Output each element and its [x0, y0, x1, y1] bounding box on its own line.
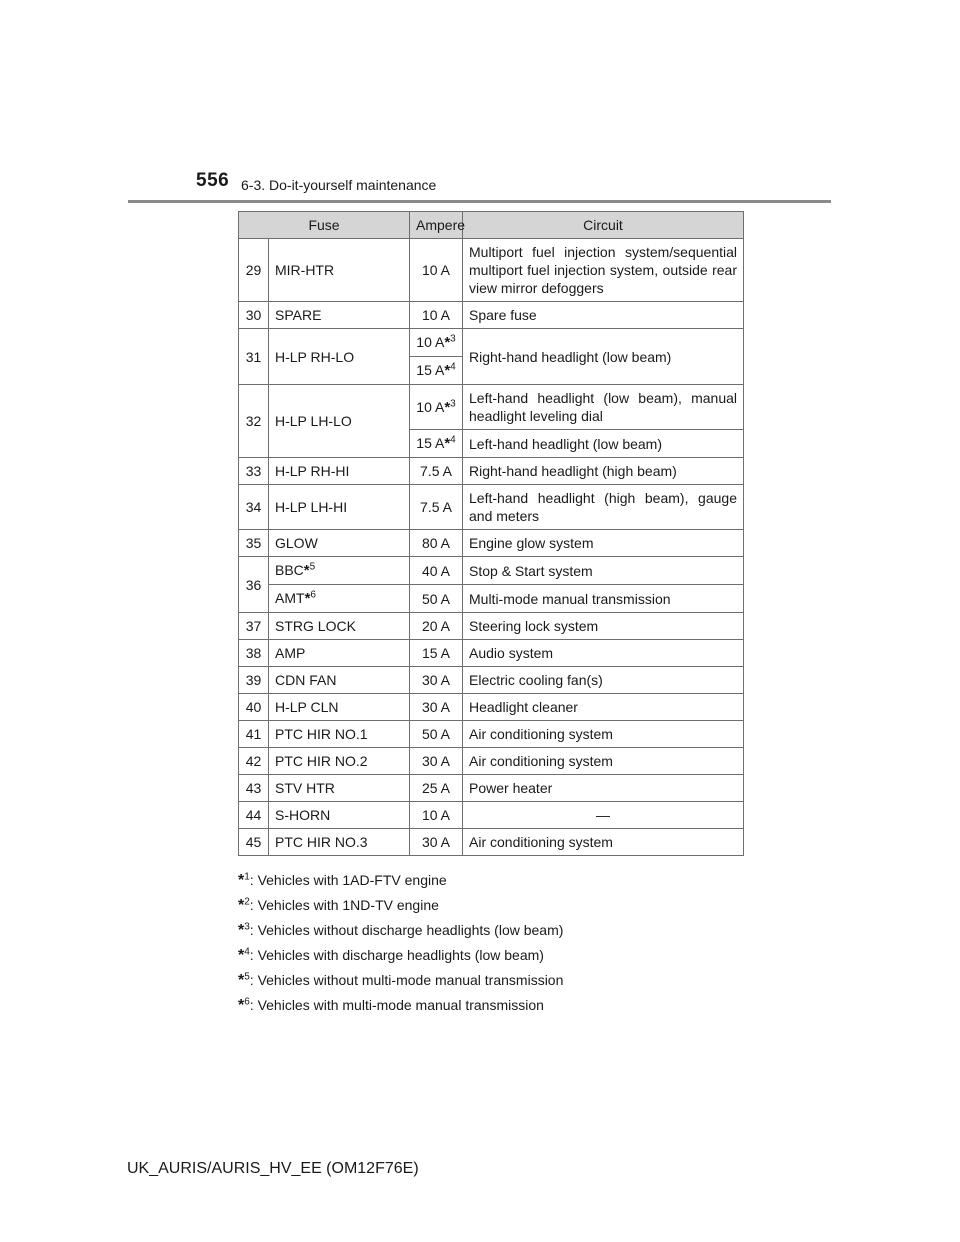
fuse-name: H-LP CLN [269, 694, 410, 721]
footnote-mark: * [444, 398, 451, 416]
fuse-ampere: 30 A [410, 694, 463, 721]
fuse-number: 30 [239, 302, 269, 329]
fuse-number: 43 [239, 775, 269, 802]
footnote-text: : Vehicles with discharge headlights (low beam) [249, 947, 544, 963]
header-fuse: Fuse [239, 212, 410, 239]
table-row [239, 721, 744, 748]
footnote-ref: 4 [450, 434, 456, 446]
fuse-ampere: 10 A [410, 802, 463, 829]
fuse-name: GLOW [269, 530, 410, 557]
fuse-circuit: Spare fuse [463, 302, 744, 329]
fuse-ampere: 50 A [410, 585, 463, 613]
fuse-circuit: Electric cooling fan(s) [463, 667, 744, 694]
fuse-ampere: 10 A [410, 302, 463, 329]
name-value: AMT [275, 590, 305, 606]
fuse-name: S-HORN [269, 802, 410, 829]
fuse-circuit: — [463, 802, 744, 829]
header-circuit: Circuit [463, 212, 744, 239]
table-header-row [239, 212, 744, 239]
footnote-text: : Vehicles with multi-mode manual transmission [249, 997, 544, 1013]
fuse-ampere [410, 357, 463, 385]
table-row [239, 585, 744, 613]
fuse-name: MIR-HTR [269, 239, 410, 302]
page-number: 556 [196, 170, 230, 191]
fuse-circuit: Right-hand headlight (high beam) [463, 458, 744, 485]
footnote-text: : Vehicles without multi-mode manual transmission [249, 972, 564, 988]
footnote-number: 1 [244, 871, 250, 883]
fuse-circuit: Left-hand headlight (low beam) [463, 430, 744, 458]
table-row [239, 458, 744, 485]
footnote-mark: * [444, 334, 451, 351]
fuse-number: 38 [239, 640, 269, 667]
footnote [238, 868, 758, 893]
footnote-number: 6 [244, 996, 250, 1008]
footnote-mark: * [238, 922, 245, 939]
table-row [239, 802, 744, 829]
fuse-circuit: Headlight cleaner [463, 694, 744, 721]
fuse-circuit: Air conditioning system [463, 721, 744, 748]
footnote [238, 993, 758, 1018]
footnote [238, 968, 758, 993]
footnote-mark: * [303, 562, 310, 579]
ampere-value: 15 A [416, 362, 445, 378]
footnote-text: : Vehicles without discharge headlights (low beam) [249, 922, 564, 938]
fuse-ampere: 25 A [410, 775, 463, 802]
table-row [239, 640, 744, 667]
footnotes [238, 868, 758, 1018]
fuse-name: CDN FAN [269, 667, 410, 694]
table-row [239, 485, 744, 530]
fuse-name: SPARE [269, 302, 410, 329]
section-title: 6-3. Do-it-yourself maintenance [241, 177, 437, 193]
footnote-ref: 3 [450, 333, 456, 345]
fuse-name: H-LP LH-HI [269, 485, 410, 530]
footnote-mark: * [238, 997, 245, 1014]
fuse-name: H-LP RH-LO [269, 329, 410, 385]
footnote-ref: 6 [310, 589, 316, 601]
table-row [239, 385, 744, 430]
footnote-mark: * [444, 435, 451, 452]
table-row [239, 557, 744, 585]
fuse-name: PTC HIR NO.3 [269, 829, 410, 856]
fuse-ampere: 20 A [410, 613, 463, 640]
fuse-circuit: Air conditioning system [463, 748, 744, 775]
fuse-circuit: Right-hand headlight (low beam) [463, 329, 744, 385]
fuse-number: 40 [239, 694, 269, 721]
table-row [239, 613, 744, 640]
fuse-name: STRG LOCK [269, 613, 410, 640]
footnote-mark: * [238, 972, 245, 989]
table-row [239, 239, 744, 302]
table-row [239, 530, 744, 557]
fuse-number: 29 [239, 239, 269, 302]
ampere-value: 15 A [416, 435, 445, 451]
fuse-ampere: 15 A [410, 640, 463, 667]
footnote-ref: 5 [309, 561, 316, 573]
footnote-ref: 3 [450, 397, 456, 409]
document-code: UK_AURIS/AURIS_HV_EE (OM12F76E) [127, 1160, 419, 1177]
table-row [239, 775, 744, 802]
table-row [239, 694, 744, 721]
fuse-ampere [410, 385, 463, 430]
fuse-circuit: Air conditioning system [463, 829, 744, 856]
fuse-ampere: 80 A [410, 530, 463, 557]
fuse-number: 34 [239, 485, 269, 530]
fuse-ampere: 30 A [410, 667, 463, 694]
fuse-ampere [410, 430, 463, 458]
ampere-value: 10 A [416, 334, 445, 350]
fuse-circuit: Audio system [463, 640, 744, 667]
header-ampere: Ampere [410, 212, 463, 239]
fuse-ampere: 50 A [410, 721, 463, 748]
footnote-mark: * [304, 590, 311, 607]
fuse-circuit: Left-hand headlight (high beam), gauge and meters [463, 485, 744, 530]
footnote [238, 943, 758, 968]
fuse-number: 37 [239, 613, 269, 640]
fuse-ampere: 40 A [410, 557, 463, 585]
fuse-name: H-LP LH-LO [269, 385, 410, 458]
fuse-ampere [410, 329, 463, 357]
footnote-text: : Vehicles with 1ND-TV engine [249, 897, 439, 913]
fuse-name: H-LP RH-HI [269, 458, 410, 485]
fuse-ampere: 7.5 A [410, 485, 463, 530]
footnote-mark: * [238, 872, 245, 889]
fuse-name: PTC HIR NO.2 [269, 748, 410, 775]
fuse-number: 45 [239, 829, 269, 856]
ampere-value: 10 A [416, 398, 445, 415]
footnote-number: 5 [244, 971, 250, 983]
fuse-number: 44 [239, 802, 269, 829]
fuse-circuit: Multiport fuel injection system/sequential multiport fuel injection system, outside rear view mirror defoggers [463, 239, 744, 302]
fuse-name: PTC HIR NO.1 [269, 721, 410, 748]
fuse-number: 31 [239, 329, 269, 385]
footnote-mark: * [444, 362, 451, 379]
fuse-number: 35 [239, 530, 269, 557]
fuse-circuit: Left-hand headlight (low beam), manual headlight leveling dial [463, 385, 744, 430]
footnote-number: 3 [244, 921, 250, 933]
fuse-number: 42 [239, 748, 269, 775]
footnote-text: : Vehicles with 1AD-FTV engine [249, 872, 447, 888]
fuse-circuit: Power heater [463, 775, 744, 802]
fuse-ampere: 30 A [410, 748, 463, 775]
table-row [239, 329, 744, 357]
fuse-number: 36 [239, 557, 269, 613]
table-row [239, 667, 744, 694]
fuse-circuit: Multi-mode manual transmission [463, 585, 744, 613]
footnote-number: 2 [244, 896, 250, 908]
fuse-name: AMP [269, 640, 410, 667]
footnote [238, 893, 758, 918]
fuse-circuit: Stop & Start system [463, 557, 744, 585]
fuse-number: 33 [239, 458, 269, 485]
footnote-number: 4 [244, 946, 250, 958]
fuse-name: STV HTR [269, 775, 410, 802]
fuse-ampere: 7.5 A [410, 458, 463, 485]
footnote-mark: * [238, 947, 245, 964]
header-rule [128, 200, 831, 203]
fuse-ampere: 30 A [410, 829, 463, 856]
name-value: BBC [275, 562, 304, 578]
table-row [239, 748, 744, 775]
fuse-circuit: Steering lock system [463, 613, 744, 640]
fuse-circuit: Engine glow system [463, 530, 744, 557]
table-row [239, 302, 744, 329]
fuse-number: 41 [239, 721, 269, 748]
fuse-name [269, 585, 410, 613]
fuse-table [238, 211, 744, 856]
footnote-mark: * [238, 897, 245, 914]
table-row [239, 829, 744, 856]
fuse-name [269, 557, 410, 585]
fuse-number: 39 [239, 667, 269, 694]
footnote [238, 918, 758, 943]
fuse-ampere: 10 A [410, 239, 463, 302]
footnote-ref: 4 [450, 361, 456, 373]
fuse-number: 32 [239, 385, 269, 458]
